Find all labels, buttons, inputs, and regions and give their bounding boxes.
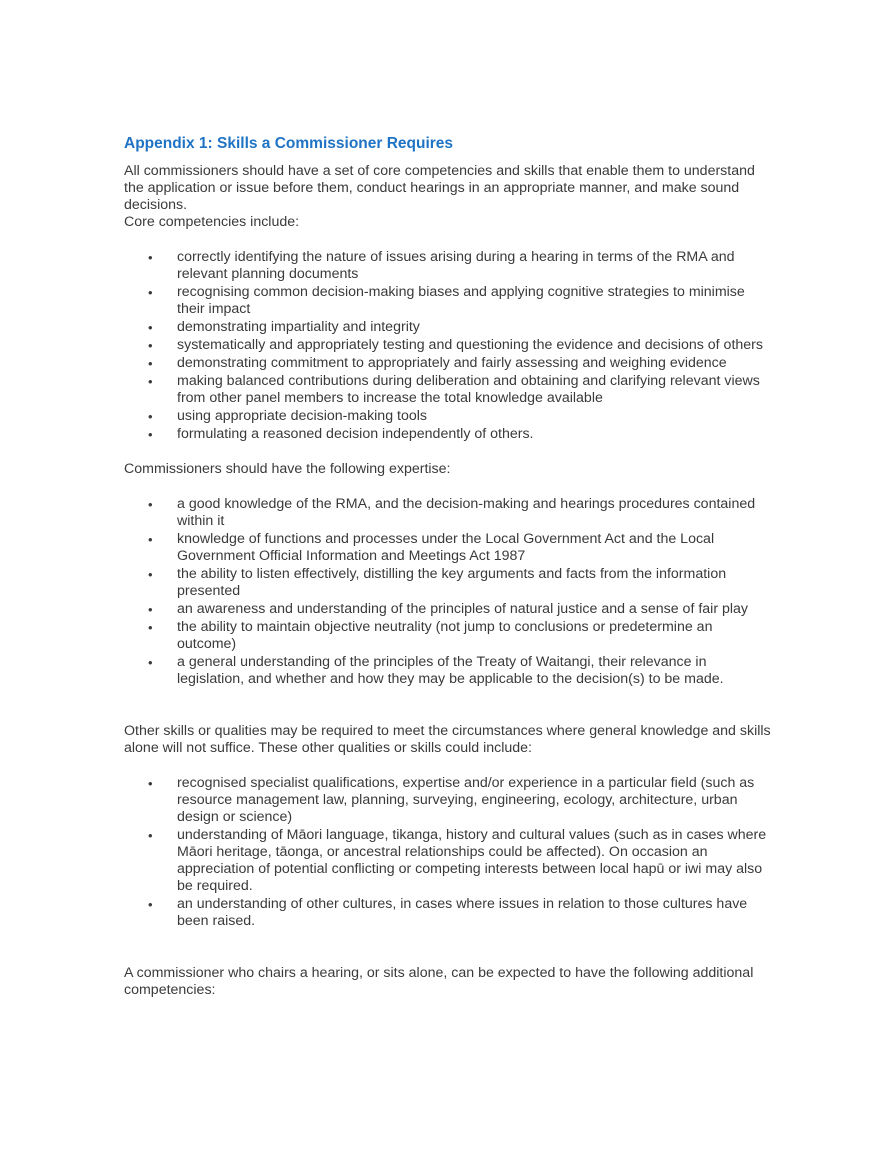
chair-lead: A commissioner who chairs a hearing, or sits alone, can be expected to have the following additional competencies:: [124, 965, 754, 998]
document-page: [124, 134, 774, 999]
list-item: • demonstrating commitment to appropriately and fairly assessing and weighing evidence: [148, 355, 727, 371]
bullet-icon: •: [148, 655, 153, 670]
bullet-icon: •: [148, 497, 153, 512]
bullet-icon: •: [148, 897, 153, 912]
list-item: • recognised specialist qualifications, expertise and/or experience in a particular field (such as resource management law, planning, surveying, engineering, ecology, architecture, urban design or science): [148, 775, 755, 825]
bullet-icon: •: [148, 409, 153, 424]
intro-paragraph: All commissioners should have a set of core competencies and skills that enable them to understand the application or issue before them, conduct hearings in an appropriate manner, and make sound decisions.: [124, 163, 755, 213]
list-item: • a general understanding of the principles of the Treaty of Waitangi, their relevance in legislation, and whether and how they may be applicable to the decision(s) to be made.: [148, 654, 724, 687]
bullet-icon: •: [148, 620, 153, 635]
bullet-icon: •: [148, 250, 153, 265]
bullet-icon: •: [148, 285, 153, 300]
bullet-icon: •: [148, 356, 153, 371]
list-item: • systematically and appropriately testing and questioning the evidence and decisions of others: [148, 337, 763, 353]
bullet-icon: •: [148, 320, 153, 335]
list-item: • using appropriate decision-making tools: [148, 408, 427, 424]
other-skills-lead: Other skills or qualities may be required to meet the circumstances where general knowledge and skills alone will not suffice. These other qualities or skills could include:: [124, 723, 771, 756]
list-item: • the ability to maintain objective neutrality (not jump to conclusions or predetermine an outcome): [148, 619, 713, 652]
core-competencies-list: [124, 249, 774, 443]
list-item: • demonstrating impartiality and integrity: [148, 319, 420, 335]
list-item: • an awareness and understanding of the principles of natural justice and a sense of fair play: [148, 601, 749, 617]
bullet-icon: •: [148, 602, 153, 617]
bullet-icon: •: [148, 374, 153, 389]
appendix-heading: Appendix 1: Skills a Commissioner Requires: [124, 135, 454, 152]
expertise-list: [124, 496, 774, 688]
list-item: • formulating a reasoned decision independently of others.: [148, 426, 534, 442]
expertise-lead: Commissioners should have the following expertise:: [124, 461, 451, 477]
bullet-icon: •: [148, 776, 153, 791]
bullet-icon: •: [148, 828, 153, 843]
list-item: • understanding of Māori language, tikanga, history and cultural values (such as in cases where Māori heritage, tāonga, or ancestral relationships could be affected). On occasion an appreciation of potential conflicting or competing interests between local hapū or iwi may also be required.: [148, 827, 767, 894]
list-item: • an understanding of other cultures, in cases where issues in relation to those cultures have been raised.: [148, 896, 748, 929]
list-item: • a good knowledge of the RMA, and the decision-making and hearings procedures contained within it: [148, 496, 756, 529]
bullet-icon: •: [148, 532, 153, 547]
bullet-icon: •: [148, 427, 153, 442]
list-item: • knowledge of functions and processes under the Local Government Act and the Local Government Official Information and Meetings Act 1987: [148, 531, 715, 564]
list-item: • the ability to listen effectively, distilling the key arguments and facts from the information presented: [148, 566, 727, 599]
list-item: • correctly identifying the nature of issues arising during a hearing in terms of the RMA and relevant planning documents: [148, 249, 735, 282]
other-skills-list: [124, 775, 774, 930]
core-lead: Core competencies include:: [124, 214, 300, 230]
list-item: • recognising common decision-making biases and applying cognitive strategies to minimise their impact: [148, 284, 745, 317]
bullet-icon: •: [148, 567, 153, 582]
list-item: • making balanced contributions during deliberation and obtaining and clarifying relevant views from other panel members to increase the total knowledge available: [148, 373, 760, 406]
bullet-icon: •: [148, 338, 153, 353]
